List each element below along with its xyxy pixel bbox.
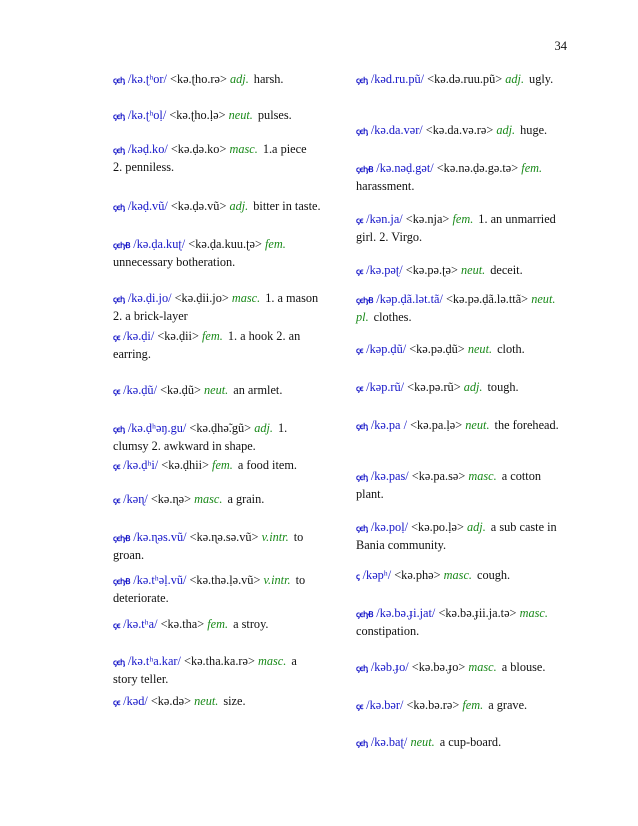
part-of-speech: fem.: [452, 212, 474, 226]
gloss: harassment.: [356, 179, 415, 193]
gloss: huge.: [520, 123, 548, 137]
dictionary-entry: [113, 290, 323, 324]
headword-script: ꞔꞓꞕ: [113, 203, 125, 212]
headword-script: ꞔꞓꞕ: [113, 76, 125, 85]
gloss: unnecessary botheration.: [113, 255, 236, 269]
ipa-transcription: /kə.tʰa.kar/: [127, 654, 181, 668]
dictionary-entry: [113, 328, 323, 362]
dictionary-entry: [356, 697, 566, 715]
part-of-speech: fem.: [212, 458, 233, 472]
transliteration: <kə.ḍhii>: [161, 458, 209, 472]
ipa-transcription: /kə.ḍi.jo/: [127, 291, 172, 305]
gloss: deceit.: [490, 263, 523, 277]
headword-script: ꞔꞓꞕ: [356, 664, 368, 673]
dictionary-entry: [356, 291, 566, 325]
transliteration: <kə.ḍə.vũ>: [170, 199, 227, 213]
part-of-speech: adj.: [254, 421, 273, 435]
gloss: an armlet.: [233, 383, 283, 397]
ipa-transcription: /kə.tʰa/: [123, 617, 158, 631]
headword-script: ꞔꞓꞕ: [356, 127, 368, 136]
dictionary-entry: [113, 107, 323, 125]
transliteration: <kə.ḍa.kuu.ʈə>: [188, 237, 262, 251]
gloss: a sub caste in Bania community.: [356, 520, 557, 552]
transliteration: <kə.nja>: [405, 212, 450, 226]
part-of-speech: adj.: [463, 380, 483, 394]
transliteration: <kə.phə>: [394, 568, 441, 582]
ipa-transcription: /kəɳ/: [123, 492, 148, 506]
headword-script: ꞔꞓꞕꞖ: [356, 610, 374, 619]
headword-script: ꞔꞓꞕꞖ: [356, 165, 374, 174]
headword-script: ꞔꞓꞕ: [113, 295, 125, 304]
part-of-speech: adj.: [496, 123, 516, 137]
part-of-speech: masc.: [229, 142, 258, 156]
transliteration: <kə.ḍə.ko>: [170, 142, 227, 156]
ipa-transcription: /kəd/: [123, 694, 148, 708]
transliteration: <kə.ɳə>: [150, 492, 192, 506]
gloss: to groan.: [113, 530, 304, 562]
headword-script: ꞔꞓ: [356, 702, 364, 711]
gloss: 1. a hook 2. an earring.: [113, 329, 301, 361]
gloss: constipation.: [356, 624, 420, 638]
transliteration: <kə.bə.ɟo>: [411, 660, 466, 674]
transliteration: <kə.nə.ḍə.gə.tə>: [436, 161, 519, 175]
transliteration: <kə.da.və.rə>: [425, 123, 494, 137]
headword-script: ꞔ: [356, 572, 360, 581]
gloss: a food item.: [237, 458, 297, 472]
ipa-transcription: /kə.ḍũ/: [123, 383, 157, 397]
ipa-transcription: /kə.ʈʰor/: [127, 72, 167, 86]
gloss: the forehead.: [494, 418, 559, 432]
headword-script: ꞔꞓ: [356, 346, 364, 355]
dictionary-entry: [113, 653, 323, 687]
dictionary-entry: [113, 420, 323, 454]
transliteration: <kə.ḍii>: [157, 329, 199, 343]
dictionary-entry: [356, 659, 566, 677]
transliteration: <kə.po.ḷə>: [411, 520, 464, 534]
headword-script: ꞔꞓ: [113, 333, 121, 342]
ipa-transcription: /kə.pas/: [370, 469, 409, 483]
dictionary-entry: [356, 211, 566, 245]
dictionary-entry: [113, 616, 323, 634]
ipa-transcription: /kə.bə.ɟi.jat/: [376, 606, 436, 620]
gloss: a story teller.: [113, 654, 297, 686]
transliteration: <kə.bə.ɟii.ja.tə>: [438, 606, 517, 620]
dictionary-entry: [356, 519, 566, 553]
ipa-transcription: /kəḍ.ko/: [127, 142, 168, 156]
ipa-transcription: /kəp.ḍã.lət.tã/: [376, 292, 443, 306]
headword-script: ꞔꞓꞕ: [356, 473, 368, 482]
part-of-speech: v.intr.: [261, 530, 289, 544]
part-of-speech: fem.: [462, 698, 484, 712]
part-of-speech: masc.: [519, 606, 548, 620]
gloss: a grain.: [227, 492, 265, 506]
ipa-transcription: /kə.baʈ/: [370, 735, 408, 749]
headword-script: ꞔꞓ: [356, 216, 364, 225]
part-of-speech: adj.: [230, 72, 249, 86]
dictionary-entry: [356, 567, 566, 585]
dictionary-entry: [113, 693, 323, 711]
dictionary-entry: [113, 572, 323, 606]
dictionary-entry: [356, 262, 566, 280]
gloss: a stroy.: [233, 617, 269, 631]
ipa-transcription: /kə.bər/: [366, 698, 404, 712]
part-of-speech: masc.: [257, 654, 287, 668]
transliteration: <kə.bə.rə>: [406, 698, 460, 712]
dictionary-entry: [356, 605, 566, 639]
transliteration: <kə.tha>: [160, 617, 205, 631]
part-of-speech: neut.: [410, 735, 435, 749]
ipa-transcription: /kə.ɳəs.vũ/: [133, 530, 187, 544]
transliteration: <kə.pə.ḍũ>: [409, 342, 465, 356]
headword-script: ꞔꞓ: [356, 384, 364, 393]
headword-script: ꞔꞓꞕ: [356, 422, 368, 431]
gloss: 1. a mason 2. a brick-layer: [113, 291, 319, 323]
dictionary-entry: [113, 382, 323, 400]
part-of-speech: masc.: [231, 291, 261, 305]
ipa-transcription: /kə.ḍa.kuʈ/: [133, 237, 186, 251]
dictionary-entry: [356, 122, 566, 140]
ipa-transcription: /kəḍ.vũ/: [127, 199, 168, 213]
gloss: tough.: [487, 380, 519, 394]
ipa-transcription: /kə.ḍʰi/: [123, 458, 159, 472]
ipa-transcription: /kə.ḍʰəŋ.gu/: [127, 421, 187, 435]
headword-script: ꞔꞓ: [113, 387, 121, 396]
gloss: 1. an unmarried girl. 2. Virgo.: [356, 212, 556, 244]
dictionary-entry: [356, 71, 566, 89]
ipa-transcription: /kən.ja/: [366, 212, 403, 226]
part-of-speech: neut.: [465, 418, 490, 432]
part-of-speech: fem.: [265, 237, 286, 251]
headword-script: ꞔꞓꞕꞖ: [113, 241, 131, 250]
part-of-speech: masc.: [468, 469, 497, 483]
ipa-transcription: /kə.ʈʰoḷ/: [127, 108, 167, 122]
headword-script: ꞔꞓꞕꞖ: [356, 296, 374, 305]
headword-script: ꞔꞓꞕ: [356, 76, 368, 85]
headword-script: ꞔꞓ: [356, 267, 364, 276]
headword-script: ꞔꞓ: [113, 621, 121, 630]
part-of-speech: neut.: [204, 383, 229, 397]
gloss: a cotton plant.: [356, 469, 541, 501]
gloss: harsh.: [253, 72, 284, 86]
dictionary-entry: [356, 417, 566, 435]
part-of-speech: neut.: [228, 108, 253, 122]
dictionary-entry: [356, 734, 566, 752]
ipa-transcription: /kə.poḷ/: [370, 520, 409, 534]
ipa-transcription: /kəpʰ/: [362, 568, 392, 582]
gloss: 1.a piece 2. penniless.: [113, 142, 307, 174]
gloss: to deteriorate.: [113, 573, 306, 605]
dictionary-entry: [113, 457, 323, 475]
part-of-speech: adj.: [467, 520, 486, 534]
part-of-speech: neut.: [194, 694, 219, 708]
gloss: bitter in taste.: [253, 199, 321, 213]
page-number: 34: [554, 39, 567, 53]
transliteration: <kə.də>: [150, 694, 192, 708]
dictionary-entry: [113, 141, 323, 175]
dictionary-entry: [113, 71, 323, 89]
headword-script: ꞔꞓ: [113, 496, 121, 505]
part-of-speech: adj.: [229, 199, 249, 213]
transliteration: <kə.ḍhə̃.gũ>: [189, 421, 252, 435]
gloss: a cup-board.: [439, 735, 502, 749]
gloss: 1. clumsy 2. awkward in shape.: [113, 421, 288, 453]
headword-script: ꞔꞓ: [113, 698, 121, 707]
transliteration: <kə.pa.sə>: [411, 469, 466, 483]
gloss: cough.: [477, 568, 511, 582]
dictionary-entry: [356, 341, 566, 359]
headword-script: ꞔꞓꞕ: [113, 146, 125, 155]
dictionary-entry: [113, 198, 323, 216]
part-of-speech: fem.: [521, 161, 543, 175]
transliteration: <kə.tha.ka.rə>: [184, 654, 255, 668]
transliteration: <kə.pa.ḷə>: [410, 418, 463, 432]
part-of-speech: masc.: [468, 660, 497, 674]
transliteration: <kə.pə.rũ>: [407, 380, 461, 394]
headword-script: ꞔꞓꞕ: [356, 739, 368, 748]
dictionary-entry: [113, 529, 323, 563]
dictionary-entry: [356, 160, 566, 194]
gloss: cloth.: [497, 342, 525, 356]
ipa-transcription: /kəp.ḍũ/: [366, 342, 407, 356]
part-of-speech: neut.: [460, 263, 486, 277]
headword-script: ꞔꞓꞕ: [113, 425, 125, 434]
gloss: a grave.: [488, 698, 528, 712]
ipa-transcription: /kə.pa /: [370, 418, 408, 432]
ipa-transcription: /kəd.ru.pũ/: [370, 72, 425, 86]
ipa-transcription: /kə.da.vər/: [370, 123, 423, 137]
ipa-transcription: /kə.ḍi/: [123, 329, 155, 343]
gloss: ugly.: [529, 72, 554, 86]
headword-script: ꞔꞓꞕꞖ: [113, 534, 131, 543]
ipa-transcription: /kə.nəḍ.gət/: [376, 161, 434, 175]
transliteration: <kə.də.ruu.pũ>: [427, 72, 503, 86]
gloss: size.: [223, 694, 246, 708]
part-of-speech: v.intr.: [263, 573, 291, 587]
part-of-speech: neut. pl.: [356, 292, 556, 324]
ipa-transcription: /kə.pəʈ/: [366, 263, 403, 277]
part-of-speech: fem.: [201, 329, 223, 343]
part-of-speech: masc.: [443, 568, 472, 582]
dictionary-entry: [356, 379, 566, 397]
ipa-transcription: /kəb.ɟo/: [370, 660, 409, 674]
transliteration: <kə.pə.ḍã.lə.ttã>: [445, 292, 529, 306]
headword-script: ꞔꞓ: [113, 462, 121, 471]
part-of-speech: neut.: [467, 342, 493, 356]
transliteration: <kə.pə.ʈə>: [405, 263, 458, 277]
dictionary-entry: [113, 236, 323, 270]
gloss: clothes.: [373, 310, 412, 324]
transliteration: <kə.ʈho.ḷə>: [169, 108, 226, 122]
headword-script: ꞔꞓꞕꞖ: [113, 577, 131, 586]
headword-script: ꞔꞓꞕ: [113, 658, 125, 667]
dictionary-entry: [113, 491, 323, 509]
headword-script: ꞔꞓꞕ: [356, 524, 368, 533]
dictionary-entry: [356, 468, 566, 502]
headword-script: ꞔꞓꞕ: [113, 112, 125, 121]
transliteration: <kə.ḍũ>: [160, 383, 201, 397]
transliteration: <kə.ʈho.rə>: [170, 72, 227, 86]
part-of-speech: masc.: [194, 492, 223, 506]
gloss: a blouse.: [501, 660, 546, 674]
gloss: pulses.: [257, 108, 292, 122]
transliteration: <kə.ḍii.jo>: [174, 291, 229, 305]
transliteration: <kə.thə.ḷə.vũ>: [189, 573, 261, 587]
ipa-transcription: /kəp.rũ/: [366, 380, 405, 394]
part-of-speech: fem.: [207, 617, 229, 631]
transliteration: <kə.ɳə.sə.vũ>: [189, 530, 259, 544]
ipa-transcription: /kə.tʰəḷ.vũ/: [133, 573, 187, 587]
part-of-speech: adj.: [505, 72, 525, 86]
